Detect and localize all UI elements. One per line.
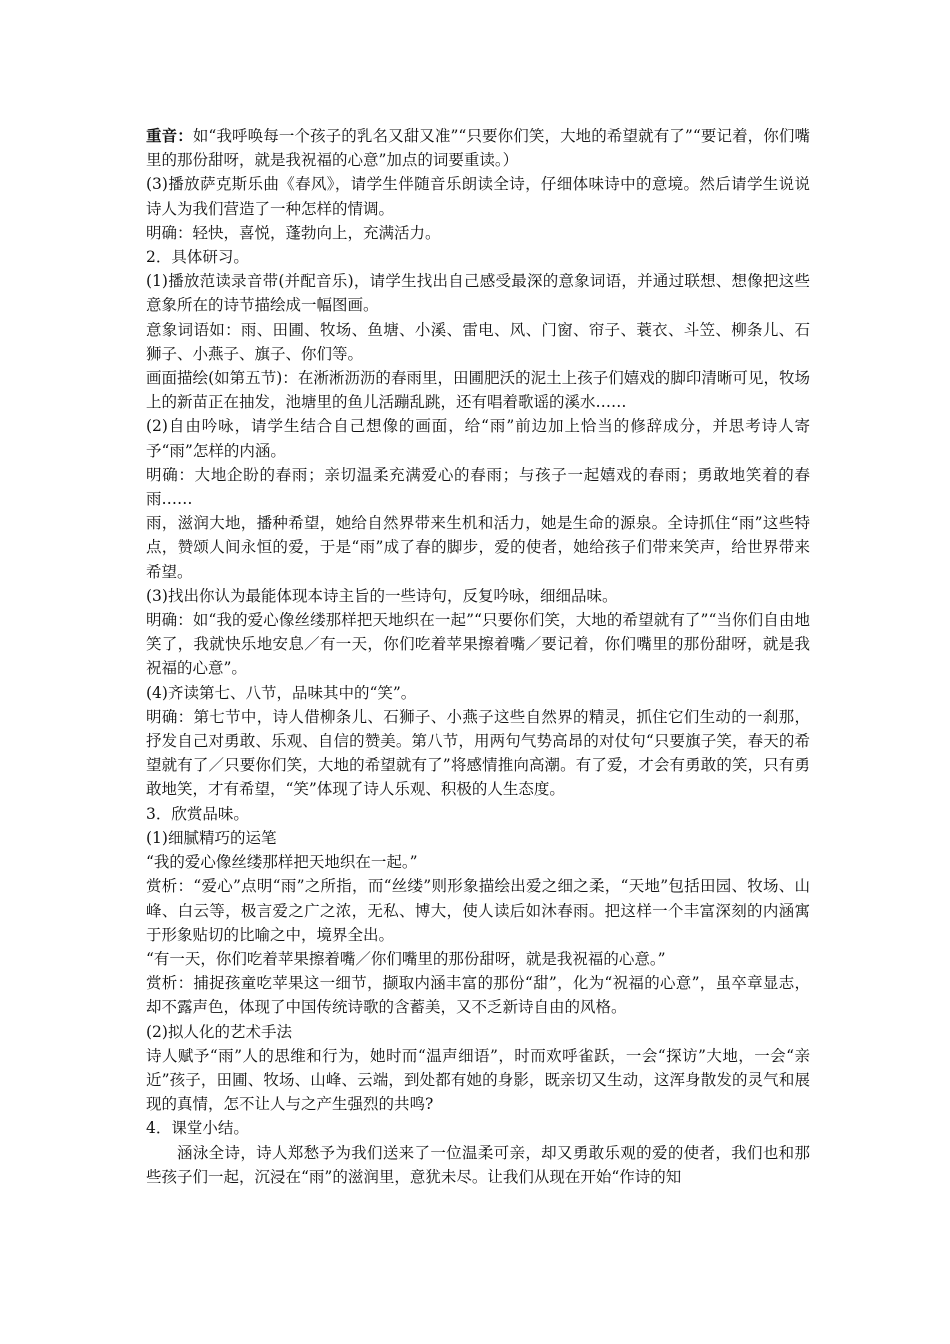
paragraph: 涵泳全诗，诗人郑愁予为我们送来了一位温柔可亲，却又勇敢乐观的爱的使者，我们也和那些孩子们一起，沉浸在“雨”的滋润里，意犹未尽。让我们从现在开始“作诗的知: [146, 1143, 810, 1186]
paragraph: (1)播放范读录音带(并配音乐)，请学生找出自己感受最深的意象词语，并通过联想、想像把这些意象所在的诗节描绘成一幅图画。: [146, 272, 810, 315]
quotation: “有一天，你们吃着苹果擦着嘴／你们嘴里的那份甜呀，就是我祝福的心意。”: [146, 949, 666, 968]
paragraph: 赏析：捕捉孩童吃苹果这一细节，撷取内涵丰富的那份“甜”，化为“祝福的心意”，虽卒章显志，却不露声色，体现了中国传统诗歌的含蓄美，又不乏新诗自由的风格。: [146, 974, 810, 1017]
paragraph-text: 如“我呼唤每一个孩子的乳名又甜又准”“只要你们笑，大地的希望就有了”“要记着，你们嘴里的那份甜呀，就是我祝福的心意”加点的词要重读。）: [146, 127, 810, 170]
paragraph: 意象词语如：雨、田圃、牧场、鱼塘、小溪、雷电、风、门窗、帘子、蓑衣、斗笠、柳条儿、石狮子、小燕子、旗子、你们等。: [146, 320, 810, 363]
paragraph: (3)播放萨克斯乐曲《春风》，请学生伴随音乐朗读全诗，仔细体味诗中的意境。然后请学生说说诗人为我们营造了一种怎样的情调。: [146, 175, 810, 218]
paragraph: 明确：如“我的爱心像丝缕那样把天地织在一起”“只要你们笑，大地的希望就有了”“当你们自由地笑了，我就快乐地安息／有一天，你们吃着苹果擦着嘴／要记着，你们嘴里的那份甜呀，就是我祝福的心意”。: [146, 611, 810, 678]
paragraph: 赏析：“爱心”点明“雨”之所指，而“丝缕”则形象描绘出爱之细之柔，“天地”包括田园、牧场、山峰、白云等，极言爱之广之浓，无私、博大，使人读后如沐春雨。把这样一个丰富深刻的内涵寓于形象贴切的比喻之中，境界全出。: [146, 877, 810, 944]
paragraph: [146, 124, 810, 172]
paragraph: 明确：第七节中，诗人借柳条儿、石狮子、小燕子这些自然界的精灵，抓住它们生动的一刹那，抒发自己对勇敢、乐观、自信的赞美。第八节，用两句气势高昂的对仗句“只要旗子笑，春天的希望就有了／只要你们笑，大地的希望就有了”将感情推向高潮。有了爱，才会有勇敢的笑，只有勇敢地笑，才有希望，“笑”体现了诗人乐观、积极的人生态度。: [146, 707, 810, 799]
section-heading: 3．欣赏品味。: [146, 804, 249, 823]
quotation: “我的爱心像丝缕那样把天地织在一起。”: [146, 853, 418, 872]
document-body: [146, 124, 810, 1189]
paragraph: (4)齐读第七、八节，品味其中的“笑”。: [146, 683, 417, 702]
section-heading: 4．课堂小结。: [146, 1119, 249, 1138]
section-heading: 2．具体研习。: [146, 248, 249, 267]
paragraph: 明确：轻快，喜悦，蓬勃向上，充满活力。: [146, 223, 441, 242]
subsection-heading: (1)细腻精巧的运笔: [146, 828, 277, 847]
paragraph: 明确：大地企盼的春雨；亲切温柔充满爱心的春雨；与孩子一起嬉戏的春雨；勇敢地笑着的春雨……: [146, 465, 810, 509]
paragraph: (3)找出你认为最能体现本诗主旨的一些诗句，反复吟咏，细细品味。: [146, 586, 618, 605]
paragraph: (2)自由吟咏，请学生结合自己想像的画面，给“雨”前边加上恰当的修辞成分，并思考诗人寄予“雨”怎样的内涵。: [146, 417, 810, 460]
paragraph: 画面描绘(如第五节)：在淅淅沥沥的春雨里，田圃肥沃的泥土上孩子们嬉戏的脚印清晰可见，牧场上的新苗正在抽发，池塘里的鱼儿活蹦乱跳，还有唱着歌谣的溪水……: [146, 369, 810, 412]
paragraph-lead: 重音：: [146, 126, 193, 145]
subsection-heading: (2)拟人化的艺术手法: [146, 1022, 292, 1041]
paragraph: 诗人赋予“雨”人的思维和行为，她时而“温声细语”，时而欢呼雀跃，一会“探访”大地，一会“亲近”孩子，田圃、牧场、山峰、云端，到处都有她的身影，既亲切又生动，这浑身散发的灵气和展现的真情，怎不让人与之产生强烈的共鸣?: [146, 1046, 810, 1114]
paragraph: 雨，滋润大地，播种希望，她给自然界带来生机和活力，她是生命的源泉。全诗抓住“雨”这些特点，赞颂人间永恒的爱，于是“雨”成了春的脚步，爱的使者，她给孩子们带来笑声，给世界带来希望。: [146, 514, 810, 581]
